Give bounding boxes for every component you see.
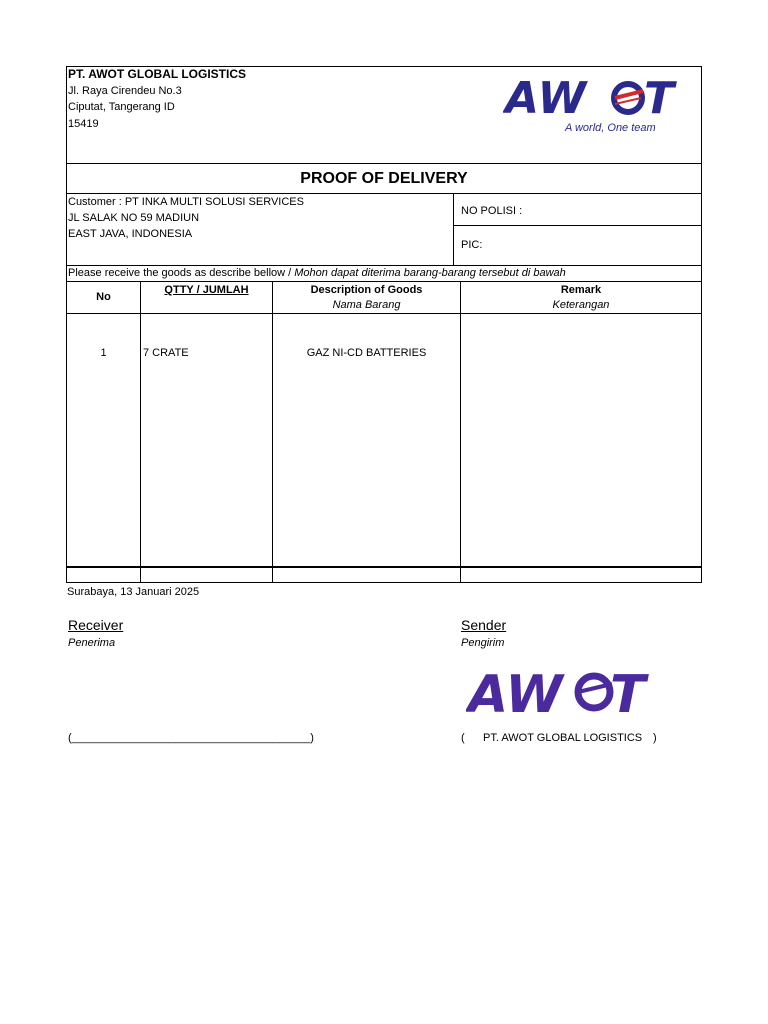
- logo-tagline: A world, One team: [565, 122, 656, 134]
- company-address-line1: Jl. Raya Cirendeu No.3: [68, 85, 182, 97]
- svg-text:AW: AW: [468, 665, 563, 720]
- sender-label: Sender: [461, 617, 507, 633]
- customer-line3: EAST JAVA, INDONESIA: [68, 228, 193, 240]
- delivery-document: [66, 66, 702, 583]
- instruction-id: Mohon dapat diterima barang-barang tersebut di bawah: [294, 267, 566, 279]
- stamp-globe-icon: [578, 676, 612, 708]
- instruction-en: Please receive the goods as describe bellow /: [68, 267, 295, 279]
- sender-open-paren: (: [461, 732, 465, 744]
- col-header-qty: QTTY / JUMLAH: [164, 284, 249, 296]
- col-header-no: No: [96, 291, 111, 303]
- logo-globe-icon: [614, 84, 643, 112]
- receiver-signature-line: (_______________________________________): [68, 732, 314, 744]
- sender-name: PT. AWOT GLOBAL LOGISTICS: [483, 732, 643, 744]
- row-1-qty: 7 CRATE: [143, 347, 189, 359]
- pic-label: PIC:: [461, 239, 483, 251]
- instruction-text: [68, 266, 566, 280]
- col-header-remark: Remark: [560, 284, 602, 296]
- company-address-line2: Ciputat, Tangerang ID: [68, 101, 175, 113]
- company-postal: 15419: [68, 118, 99, 130]
- page-title: PROOF OF DELIVERY: [300, 170, 468, 187]
- sender-close-paren: ): [653, 732, 657, 744]
- logo-text: AW: [505, 73, 588, 124]
- customer-line1: Customer : PT INKA MULTI SOLUSI SERVICES: [68, 196, 304, 208]
- no-polisi-label: NO POLISI :: [461, 205, 523, 217]
- receiver-label: Receiver: [68, 617, 124, 633]
- col-header-desc: Description of Goods: [310, 284, 423, 296]
- place-date: Surabaya, 13 Januari 2025: [67, 586, 200, 598]
- sender-stamp-logo: [466, 662, 651, 720]
- receiver-sub: Penerima: [68, 637, 116, 649]
- sender-sub: Pengirim: [461, 637, 505, 649]
- row-1-desc: GAZ NI-CD BATTERIES: [306, 347, 427, 359]
- customer-line2: JL SALAK NO 59 MADIUN: [68, 212, 200, 224]
- col-header-remark-sub: Keterangan: [552, 299, 610, 311]
- svg-text:T: T: [644, 73, 675, 124]
- row-1-no: 1: [100, 347, 107, 359]
- svg-text:T: T: [610, 665, 646, 720]
- company-name: PT. AWOT GLOBAL LOGISTICS: [68, 67, 247, 81]
- awot-stamp-icon: [466, 662, 651, 720]
- col-header-desc-sub: Nama Barang: [332, 299, 401, 311]
